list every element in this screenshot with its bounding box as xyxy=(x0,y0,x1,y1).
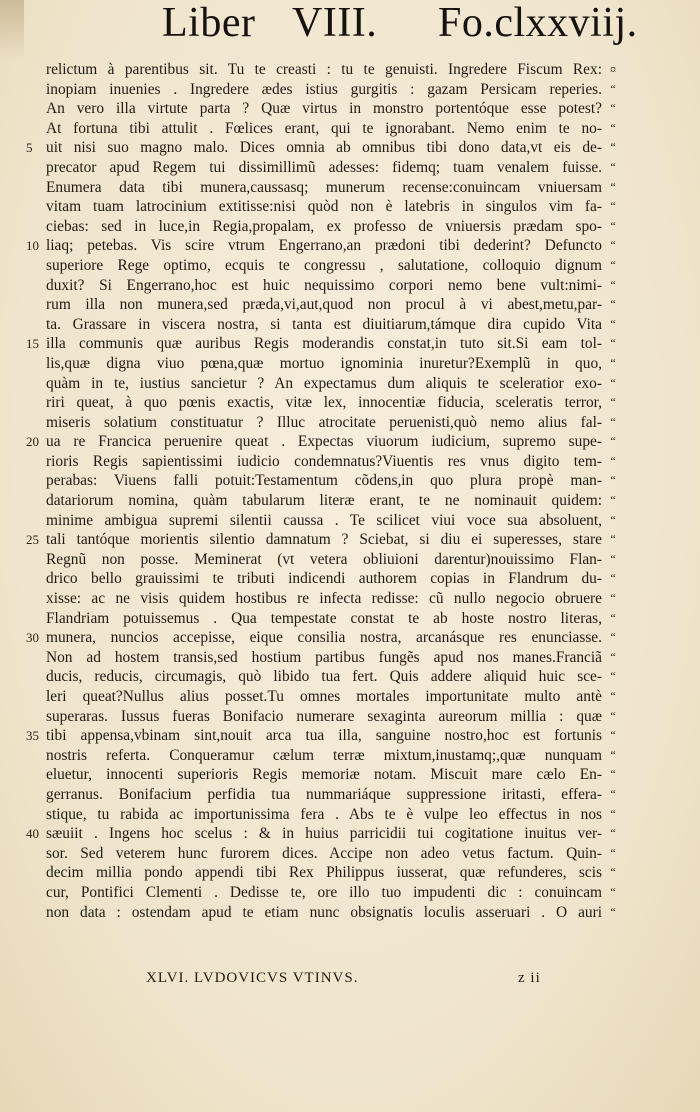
text-line xyxy=(0,824,700,844)
text-line xyxy=(0,883,700,903)
line-number: 30 xyxy=(26,630,39,646)
line-text: drico bello grauissimi te tributi indicendi authorem copias in Flandrum du- xyxy=(46,570,602,588)
text-line xyxy=(0,374,700,394)
margin-quote-mark: “ xyxy=(610,238,616,253)
line-text: gerranus. Bonifacium perfidia tua nummariáque suppressione iritasti, effera- xyxy=(46,785,602,803)
running-header xyxy=(0,0,700,48)
margin-quote-mark: “ xyxy=(610,473,616,488)
text-line xyxy=(0,295,700,315)
text-line xyxy=(0,471,700,491)
margin-quote-mark: “ xyxy=(610,747,616,762)
margin-quote-mark: “ xyxy=(610,512,616,527)
text-line xyxy=(0,726,700,746)
line-text: tali tantóque morientis silentio damnatum ? Sciebat, si diu ei superesses, stare xyxy=(46,531,602,549)
line-text: ua re Francica peruenire queat . Expectas viuorum iudicium, supremo supe- xyxy=(46,433,602,451)
signature-mark: z ii xyxy=(518,970,541,986)
text-line xyxy=(0,511,700,531)
text-line xyxy=(0,863,700,883)
text-line xyxy=(0,315,700,335)
line-text: Regnũ non posse. Meminerat (vt vetera obliuioni darentur)nouissimo Flan- xyxy=(46,550,602,568)
line-number: 5 xyxy=(26,140,33,156)
text-line xyxy=(0,903,700,923)
margin-quote-mark: “ xyxy=(610,689,616,703)
margin-quote-mark: “ xyxy=(610,786,616,801)
line-text: minime ambigua supremi silentii caussa . Te scilicet viui voce sua absoluent, xyxy=(46,511,602,529)
margin-quote-mark: “ xyxy=(610,493,616,508)
text-line xyxy=(0,785,700,805)
line-text: miseris solatium constituatur ? Illuc atrocitate peruenisti,quò nemo alius fal- xyxy=(46,413,602,431)
line-text: superaras. Iussus fueras Bonifacio numerare sexaginta aureorum millia : quæ xyxy=(46,707,602,725)
line-text: uit nisi suo magno malo. Dices omnia ab omnibus tibi dono data,vt eis de- xyxy=(46,139,602,157)
line-text: eluetur, innocenti superioris Regis memoriæ notam. Miscuit mare cælo En- xyxy=(46,766,602,784)
line-text: At fortuna tibi attulit . Fœlices erant, qui te ignorabant. Nemo enim te no- xyxy=(46,119,602,137)
line-text: cur, Pontifici Clementi . Dedisse te, ore illo tuo impudenti dic : conuincam xyxy=(46,883,602,901)
line-text: ducis, reducis, circumagis, quò libido tua fert. Quis addere aliquid huic sce- xyxy=(46,668,602,686)
line-text: sor. Sed veterem hunc furorem dices. Accipe non adeo vetus factum. Quin- xyxy=(46,844,602,862)
text-line xyxy=(0,589,700,609)
margin-quote-mark: “ xyxy=(610,453,616,468)
margin-quote-mark: “ xyxy=(610,120,616,135)
margin-quote-mark: “ xyxy=(610,101,616,116)
margin-quote-mark: “ xyxy=(610,199,616,214)
line-text: vitam tuam latrocinium extitisse:nisi quòd non è latebris in singulos vim fa- xyxy=(46,198,602,216)
text-line xyxy=(0,452,700,472)
margin-quote-mark: “ xyxy=(610,414,616,429)
text-line xyxy=(0,354,700,374)
margin-quote-mark: “ xyxy=(610,826,616,841)
margin-quote-mark: “ xyxy=(610,551,616,566)
text-line xyxy=(0,256,700,276)
text-line xyxy=(0,393,700,413)
margin-quote-mark: “ xyxy=(610,884,616,899)
margin-quote-mark: “ xyxy=(610,355,616,370)
header-book-label: Liber xyxy=(162,0,256,46)
header-book-number: VIII. xyxy=(292,0,378,46)
line-text: stique, tu rabida ac importunissima fera . Abs te è vulpe leo effectus in nos xyxy=(46,805,602,823)
line-text: rum illa non munera,sed præda,vi,aut,quod non procul à vi abest,metu,par- xyxy=(46,296,602,314)
line-text: relictum à parentibus sit. Tu te creasti : tu te genuisti. Ingredere Fiscum Rex: xyxy=(46,61,602,78)
line-text: datariorum nomina, quàm tabularum literæ erant, te ne nominauit quidem: xyxy=(46,492,602,510)
line-text: sæuiit . Ingens hoc scelus : & in huius parricidii tui cogitatione inuitus ver- xyxy=(46,825,602,843)
line-text: perabas: Viuens falli potuit:Testamentum cõdens,in quo plura propè man- xyxy=(46,472,602,490)
line-text: nostris referta. Conqueramur cælum terræ mixtum,inustamq;,quæ nunquam xyxy=(46,746,602,764)
margin-quote-mark: “ xyxy=(610,865,616,880)
margin-quote-mark: “ xyxy=(610,179,616,194)
text-line xyxy=(0,687,700,707)
margin-quote-mark: “ xyxy=(610,532,616,547)
line-text: Flandriam potuissemus . Qua tempestate constat te ab hoste nostro literas, xyxy=(46,609,602,627)
margin-quote-mark: “ xyxy=(610,336,616,351)
margin-quote-mark: “ xyxy=(610,630,616,645)
text-line xyxy=(0,217,700,237)
text-line xyxy=(0,334,700,354)
text-line xyxy=(0,119,700,139)
margin-quote-mark: “ xyxy=(610,218,616,233)
text-block xyxy=(0,60,700,922)
margin-quote-mark: “ xyxy=(610,277,616,292)
line-number: 35 xyxy=(26,728,39,744)
line-number: 10 xyxy=(26,238,39,254)
text-line xyxy=(0,158,700,178)
text-line xyxy=(0,609,700,629)
margin-quote-mark: “ xyxy=(610,708,616,723)
line-number: 15 xyxy=(26,336,39,352)
margin-quote-mark: “ xyxy=(610,728,616,743)
line-text: illa communis quæ auribus Regis moderandis constat,in tuto sit.Si eam tol- xyxy=(46,335,602,353)
margin-quote-mark: “ xyxy=(610,649,616,664)
margin-quote-mark: “ xyxy=(610,806,616,821)
margin-quote-mark: “ xyxy=(610,140,616,155)
text-line xyxy=(0,628,700,648)
line-number: 20 xyxy=(26,434,39,450)
line-text: inopiam inuenies . Ingredere ædes istius gurgitis : gazam Persicam reperies. xyxy=(46,80,602,98)
margin-quote-mark: “ xyxy=(610,767,616,782)
line-text: leri queat?Nullus alius posset.Tu omnes mortales importunitate multo antè xyxy=(46,688,602,705)
margin-quote-mark: “ xyxy=(610,845,616,860)
text-line xyxy=(0,178,700,198)
margin-quote-mark: “ xyxy=(610,159,616,174)
line-text: superiore Rege optimo, ecquis te congressu , salutatione, colloquio dignum xyxy=(46,256,602,274)
margin-quote-mark: “ xyxy=(610,571,616,586)
margin-quote-mark: “ xyxy=(610,434,616,449)
margin-quote-mark: “ xyxy=(610,591,616,606)
text-line xyxy=(0,432,700,452)
line-text: rioris Regis sapientissimi iudicio condemnatus?Viuentis res vnus digito tem- xyxy=(46,452,602,470)
margin-quote-mark: “ xyxy=(610,610,616,625)
margin-quote-mark: “ xyxy=(610,904,616,919)
text-line xyxy=(0,550,700,570)
line-text: riri queat, à quo pœnis exactis, vitæ lex, innocentiæ fiducia, sceleratis terror, xyxy=(46,394,602,412)
signature-author: XLVI. LVDOVICVS VTINVS. xyxy=(146,970,359,986)
text-line xyxy=(0,530,700,550)
signature-line xyxy=(0,970,700,992)
text-line xyxy=(0,276,700,296)
margin-quote-mark: “ xyxy=(610,297,616,312)
text-line xyxy=(0,765,700,785)
margin-quote-mark: “ xyxy=(610,316,616,331)
line-text: quàm in te, iustius sancietur ? An expectamus dum aliquis te sceleratior exo- xyxy=(46,374,602,392)
line-text: Enumera data tibi munera,caussasq; munerum recense:conuincam vniuersam xyxy=(46,178,602,196)
text-line xyxy=(0,569,700,589)
text-line xyxy=(0,667,700,687)
line-text: duxit? Si Engerrano,hoc est huic nequissimo corpori nemo bene vult:nimi- xyxy=(46,276,602,294)
margin-quote-mark: “ xyxy=(610,669,616,684)
line-text: xisse: ac ne visis quidem hostibus re infecta redisse: cũ nullo negocio obruere xyxy=(46,590,602,608)
text-line xyxy=(0,138,700,158)
text-line xyxy=(0,648,700,668)
line-text: decim millia pondo appendi tibi Rex Philippus iusserat, quæ refunderes, scis xyxy=(46,864,602,882)
text-line xyxy=(0,197,700,217)
line-text: ciebas: sed in luce,in Regia,propalam, ex professo de vniuersis prædam spo- xyxy=(46,217,602,235)
line-text: Non ad hostem transis,sed hostium partibus fungẽs apud nos manes.Franciã xyxy=(46,648,602,666)
line-text: precator apud Regem tui dissimillimũ adesses: fidemq; tuam venalem fuisse. xyxy=(46,158,602,176)
line-text: ta. Grassare in viscera nostra, si tanta est diuitiarum,támque dira cupido Vita xyxy=(46,315,602,333)
text-line xyxy=(0,413,700,433)
margin-quote-mark: “ xyxy=(610,81,616,96)
text-line xyxy=(0,60,700,80)
text-line xyxy=(0,99,700,119)
margin-quote-mark: “ xyxy=(610,395,616,410)
text-line xyxy=(0,746,700,766)
text-line xyxy=(0,80,700,100)
text-line xyxy=(0,844,700,864)
text-line xyxy=(0,707,700,727)
text-line xyxy=(0,491,700,511)
line-text: munera, nuncios accepisse, eique consilia nostra, arcanásque res enunciasse. xyxy=(46,629,602,647)
line-text: liaq; petebas. Vis scire vtrum Engerrano,an prædoni tibi dederint? Defuncto xyxy=(46,237,602,255)
line-text: lis,quæ digna viuo pœna,quæ mortuo ignominia inuretur?Exemplũ in quo, xyxy=(46,354,602,372)
line-text: tibi appensa,vbinam sint,nouit arca tua illa, sanguine nostro,hoc est fortunis xyxy=(46,727,602,745)
margin-quote-mark: ¤ xyxy=(610,62,616,76)
line-text: non data : ostendam apud te etiam nunc obsignatis loculis asseruari . O auri xyxy=(46,903,602,921)
line-number: 40 xyxy=(26,826,39,842)
text-line xyxy=(0,805,700,825)
text-line xyxy=(0,236,700,256)
margin-quote-mark: “ xyxy=(610,375,616,390)
header-folio-number: Fo.clxxviij. xyxy=(438,0,638,46)
line-number: 25 xyxy=(26,532,39,548)
margin-quote-mark: “ xyxy=(610,257,616,272)
line-text: An vero illa virtute parta ? Quæ virtus in monstro portentóque esse potest? xyxy=(46,100,602,118)
